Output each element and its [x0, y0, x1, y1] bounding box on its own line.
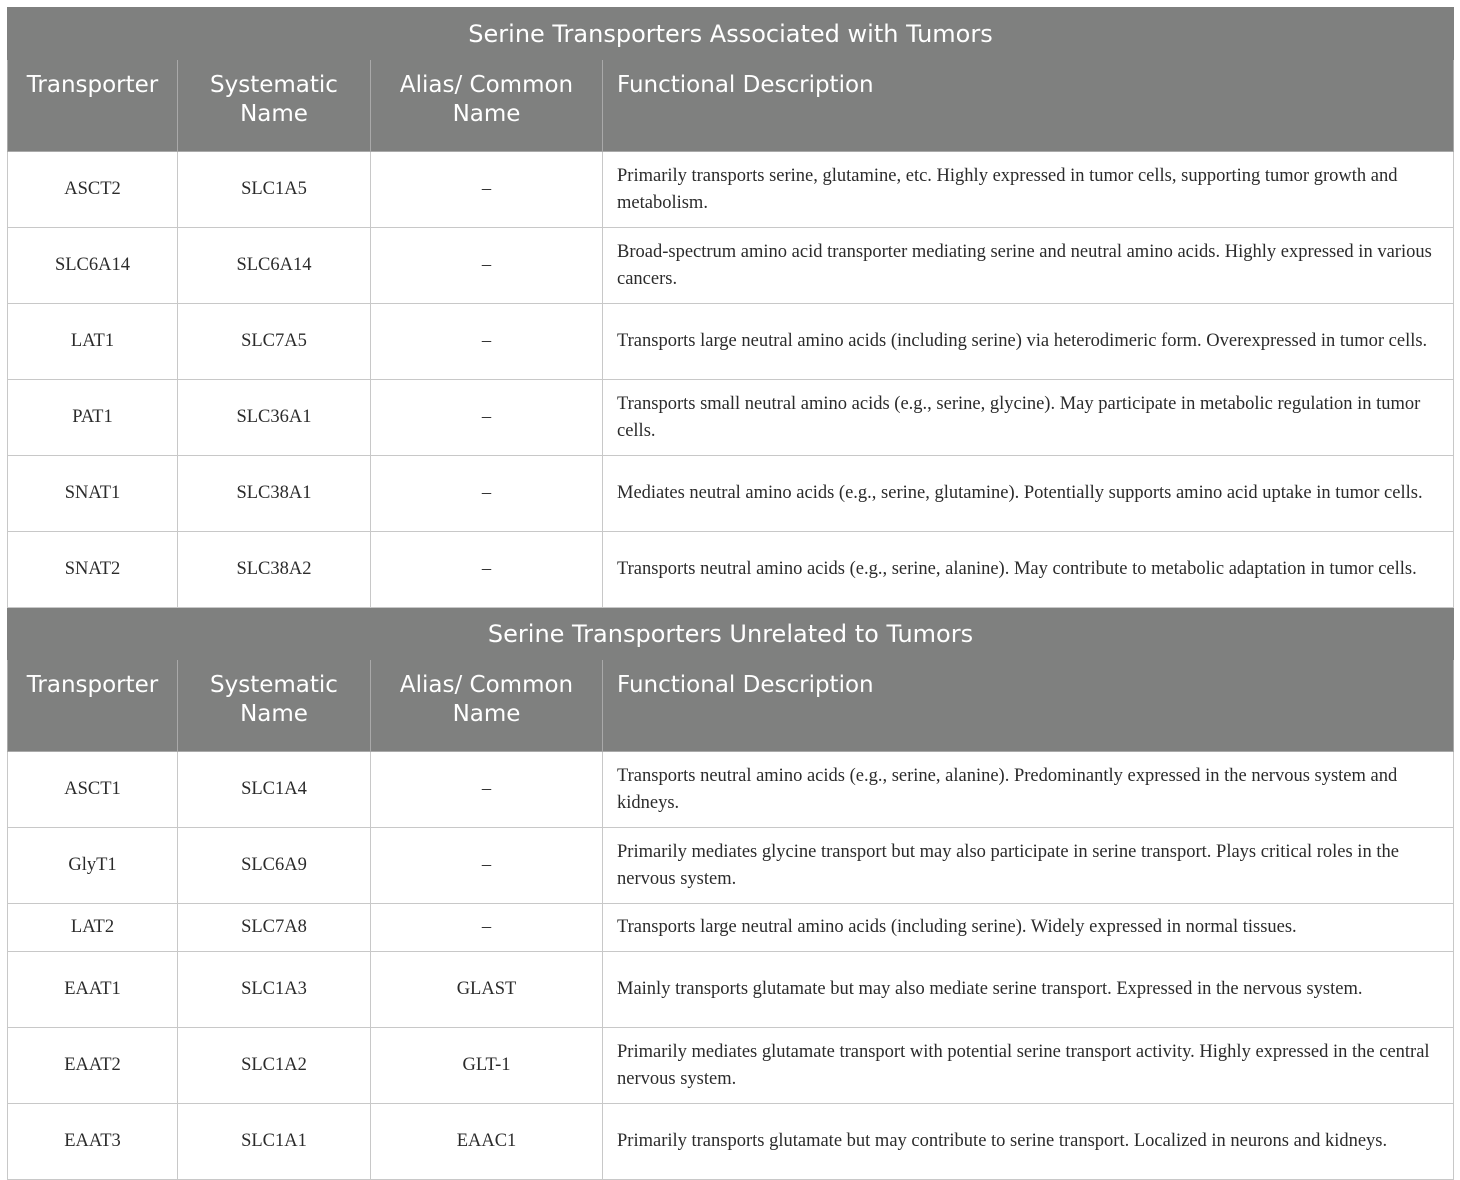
cell-transporter: EAAT2 — [8, 1028, 178, 1104]
cell-alias: GLAST — [371, 952, 603, 1028]
cell-transporter: SNAT2 — [8, 532, 178, 608]
header-functional-description: Functional Description — [603, 60, 1454, 152]
table-row — [8, 380, 1454, 456]
cell-systematic-name: SLC1A4 — [178, 752, 371, 828]
section-title-row — [8, 8, 1454, 60]
cell-description: Primarily transports glutamate but may contribute to serine transport. Localized in neurons and kidneys. — [603, 1104, 1454, 1180]
cell-transporter: ASCT1 — [8, 752, 178, 828]
cell-alias: – — [371, 228, 603, 304]
cell-description: Broad-spectrum amino acid transporter mediating serine and neutral amino acids. Highly expressed in various cancers. — [603, 228, 1454, 304]
cell-systematic-name: SLC7A5 — [178, 304, 371, 380]
cell-systematic-name: SLC38A2 — [178, 532, 371, 608]
table-row — [8, 1028, 1454, 1104]
cell-alias: GLT-1 — [371, 1028, 603, 1104]
cell-description: Mainly transports glutamate but may also mediate serine transport. Expressed in the nervous system. — [603, 952, 1454, 1028]
cell-alias: EAAC1 — [371, 1104, 603, 1180]
cell-transporter: EAAT3 — [8, 1104, 178, 1180]
section-title-row — [8, 608, 1454, 660]
cell-transporter: SNAT1 — [8, 456, 178, 532]
cell-alias: – — [371, 152, 603, 228]
table-row — [8, 752, 1454, 828]
cell-description: Transports large neutral amino acids (including serine) via heterodimeric form. Overexpressed in tumor cells. — [603, 304, 1454, 380]
header-functional-description: Functional Description — [603, 660, 1454, 752]
cell-transporter: ASCT2 — [8, 152, 178, 228]
cell-transporter: GlyT1 — [8, 828, 178, 904]
cell-description: Primarily mediates glycine transport but may also participate in serine transport. Plays critical roles in the nervous system. — [603, 828, 1454, 904]
cell-alias: – — [371, 828, 603, 904]
header-systematic-name: Systematic Name — [178, 660, 371, 752]
table-row — [8, 228, 1454, 304]
cell-transporter: EAAT1 — [8, 952, 178, 1028]
cell-transporter: LAT1 — [8, 304, 178, 380]
column-header-row — [8, 60, 1454, 152]
cell-transporter: SLC6A14 — [8, 228, 178, 304]
cell-alias: – — [371, 380, 603, 456]
cell-description: Primarily mediates glutamate transport with potential serine transport activity. Highly expressed in the central nervous system. — [603, 1028, 1454, 1104]
cell-alias: – — [371, 752, 603, 828]
cell-systematic-name: SLC1A3 — [178, 952, 371, 1028]
cell-description: Transports neutral amino acids (e.g., serine, alanine). Predominantly expressed in the nervous system and kidneys. — [603, 752, 1454, 828]
table-row — [8, 456, 1454, 532]
cell-systematic-name: SLC1A2 — [178, 1028, 371, 1104]
cell-alias: – — [371, 456, 603, 532]
transporters-table-container — [7, 7, 1453, 1180]
header-transporter: Transporter — [8, 60, 178, 152]
table-row — [8, 904, 1454, 952]
cell-description: Transports large neutral amino acids (including serine). Widely expressed in normal tissues. — [603, 904, 1454, 952]
cell-description: Mediates neutral amino acids (e.g., serine, glutamine). Potentially supports amino acid uptake in tumor cells. — [603, 456, 1454, 532]
table-row — [8, 532, 1454, 608]
cell-transporter: LAT2 — [8, 904, 178, 952]
cell-systematic-name: SLC38A1 — [178, 456, 371, 532]
header-alias: Alias/ Common Name — [371, 60, 603, 152]
cell-description: Transports small neutral amino acids (e.g., serine, glycine). May participate in metabolic regulation in tumor cells. — [603, 380, 1454, 456]
cell-systematic-name: SLC6A14 — [178, 228, 371, 304]
table-row — [8, 1104, 1454, 1180]
cell-systematic-name: SLC1A1 — [178, 1104, 371, 1180]
table-row — [8, 304, 1454, 380]
cell-systematic-name: SLC6A9 — [178, 828, 371, 904]
table-row — [8, 828, 1454, 904]
cell-systematic-name: SLC7A8 — [178, 904, 371, 952]
section-title: Serine Transporters Unrelated to Tumors — [8, 608, 1454, 660]
section-title: Serine Transporters Associated with Tumors — [8, 8, 1454, 60]
cell-transporter: PAT1 — [8, 380, 178, 456]
header-transporter: Transporter — [8, 660, 178, 752]
cell-alias: – — [371, 304, 603, 380]
serine-transporters-table — [7, 7, 1454, 1180]
header-systematic-name: Systematic Name — [178, 60, 371, 152]
cell-alias: – — [371, 904, 603, 952]
cell-description: Transports neutral amino acids (e.g., serine, alanine). May contribute to metabolic adaptation in tumor cells. — [603, 532, 1454, 608]
cell-systematic-name: SLC36A1 — [178, 380, 371, 456]
table-row — [8, 152, 1454, 228]
table-row — [8, 952, 1454, 1028]
header-alias: Alias/ Common Name — [371, 660, 603, 752]
column-header-row — [8, 660, 1454, 752]
cell-description: Primarily transports serine, glutamine, etc. Highly expressed in tumor cells, supporting tumor growth and metabolism. — [603, 152, 1454, 228]
cell-alias: – — [371, 532, 603, 608]
cell-systematic-name: SLC1A5 — [178, 152, 371, 228]
